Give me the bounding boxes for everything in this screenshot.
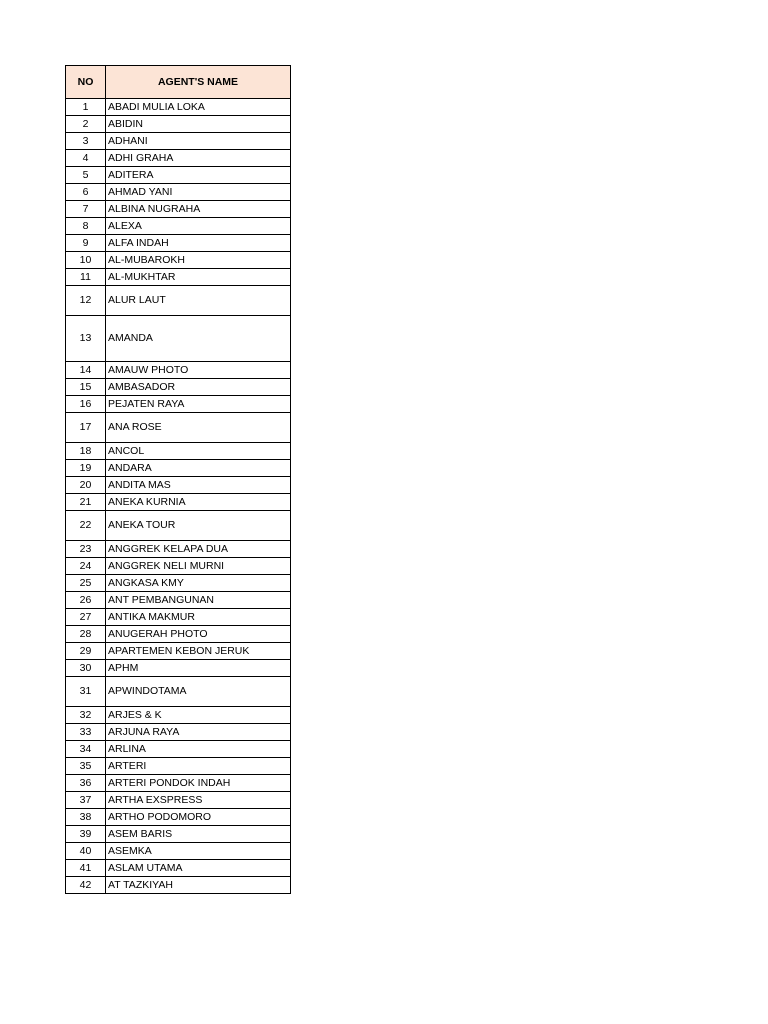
row-number: 41 <box>66 860 106 877</box>
table-row <box>66 575 291 592</box>
table-row <box>66 184 291 201</box>
row-number: 32 <box>66 707 106 724</box>
row-number: 12 <box>66 286 106 316</box>
table-row <box>66 758 291 775</box>
row-number: 13 <box>66 316 106 362</box>
row-number: 37 <box>66 792 106 809</box>
row-number: 10 <box>66 252 106 269</box>
row-number: 27 <box>66 609 106 626</box>
table-row <box>66 809 291 826</box>
row-number: 6 <box>66 184 106 201</box>
row-number: 5 <box>66 167 106 184</box>
agent-name: ANGGREK KELAPA DUA <box>106 541 291 558</box>
table-row <box>66 826 291 843</box>
table-row <box>66 741 291 758</box>
table-row <box>66 413 291 443</box>
agent-name: ASEM BARIS <box>106 826 291 843</box>
agent-name: APWINDOTAMA <box>106 677 291 707</box>
row-number: 38 <box>66 809 106 826</box>
agent-name: ANCOL <box>106 443 291 460</box>
agent-name: APARTEMEN KEBON JERUK <box>106 643 291 660</box>
table-row <box>66 235 291 252</box>
table-row <box>66 252 291 269</box>
table-row <box>66 626 291 643</box>
agent-name: AL-MUKHTAR <box>106 269 291 286</box>
row-number: 1 <box>66 99 106 116</box>
agent-name: ABADI MULIA LOKA <box>106 99 291 116</box>
agent-name: ADHI GRAHA <box>106 150 291 167</box>
agent-name: ANGGREK NELI MURNI <box>106 558 291 575</box>
agent-name: ADITERA <box>106 167 291 184</box>
table-row <box>66 511 291 541</box>
row-number: 4 <box>66 150 106 167</box>
agent-table <box>65 65 291 894</box>
row-number: 16 <box>66 396 106 413</box>
row-number: 22 <box>66 511 106 541</box>
agent-list-sheet <box>65 65 290 894</box>
row-number: 24 <box>66 558 106 575</box>
table-row <box>66 707 291 724</box>
agent-name: ANT PEMBANGUNAN <box>106 592 291 609</box>
table-row <box>66 724 291 741</box>
agent-name: ANEKA TOUR <box>106 511 291 541</box>
agent-name: ARTHO PODOMORO <box>106 809 291 826</box>
table-row <box>66 218 291 235</box>
row-number: 31 <box>66 677 106 707</box>
table-row <box>66 592 291 609</box>
row-number: 8 <box>66 218 106 235</box>
table-row <box>66 443 291 460</box>
row-number: 2 <box>66 116 106 133</box>
agent-name: AHMAD YANI <box>106 184 291 201</box>
row-number: 15 <box>66 379 106 396</box>
agent-name: PEJATEN RAYA <box>106 396 291 413</box>
row-number: 39 <box>66 826 106 843</box>
agent-name: ANGKASA KMY <box>106 575 291 592</box>
agent-name: APHM <box>106 660 291 677</box>
row-number: 7 <box>66 201 106 218</box>
table-row <box>66 643 291 660</box>
agent-name: AL-MUBAROKH <box>106 252 291 269</box>
row-number: 18 <box>66 443 106 460</box>
table-row <box>66 541 291 558</box>
header-agent-name: AGENT'S NAME <box>106 66 291 99</box>
row-number: 36 <box>66 775 106 792</box>
table-row <box>66 269 291 286</box>
table-row <box>66 116 291 133</box>
row-number: 34 <box>66 741 106 758</box>
row-number: 26 <box>66 592 106 609</box>
table-row <box>66 494 291 511</box>
agent-name: ANEKA KURNIA <box>106 494 291 511</box>
agent-name: ASEMKA <box>106 843 291 860</box>
table-row <box>66 99 291 116</box>
row-number: 30 <box>66 660 106 677</box>
agent-name: ALBINA NUGRAHA <box>106 201 291 218</box>
row-number: 35 <box>66 758 106 775</box>
row-number: 42 <box>66 877 106 894</box>
row-number: 25 <box>66 575 106 592</box>
table-row <box>66 775 291 792</box>
agent-name: ANUGERAH PHOTO <box>106 626 291 643</box>
agent-name: ALEXA <box>106 218 291 235</box>
table-row <box>66 609 291 626</box>
agent-name: ALFA INDAH <box>106 235 291 252</box>
row-number: 17 <box>66 413 106 443</box>
row-number: 14 <box>66 362 106 379</box>
table-row <box>66 362 291 379</box>
agent-name: ARTERI <box>106 758 291 775</box>
row-number: 40 <box>66 843 106 860</box>
table-row <box>66 286 291 316</box>
table-row <box>66 860 291 877</box>
row-number: 20 <box>66 477 106 494</box>
agent-name: AMAUW PHOTO <box>106 362 291 379</box>
row-number: 9 <box>66 235 106 252</box>
agent-name: ABIDIN <box>106 116 291 133</box>
agent-name: ASLAM UTAMA <box>106 860 291 877</box>
table-row <box>66 677 291 707</box>
agent-name: ANDITA MAS <box>106 477 291 494</box>
row-number: 11 <box>66 269 106 286</box>
table-row <box>66 460 291 477</box>
agent-name: ARJES & K <box>106 707 291 724</box>
header-no: NO <box>66 66 106 99</box>
agent-name: AMBASADOR <box>106 379 291 396</box>
table-row <box>66 477 291 494</box>
table-row <box>66 877 291 894</box>
table-row <box>66 843 291 860</box>
table-row <box>66 133 291 150</box>
agent-name: ADHANI <box>106 133 291 150</box>
row-number: 29 <box>66 643 106 660</box>
agent-name: AMANDA <box>106 316 291 362</box>
agent-name: ARLINA <box>106 741 291 758</box>
table-row <box>66 396 291 413</box>
row-number: 33 <box>66 724 106 741</box>
table-row <box>66 792 291 809</box>
agent-name: ARTHA EXSPRESS <box>106 792 291 809</box>
agent-name: ANDARA <box>106 460 291 477</box>
table-row <box>66 201 291 218</box>
row-number: 23 <box>66 541 106 558</box>
row-number: 3 <box>66 133 106 150</box>
agent-name: ARJUNA RAYA <box>106 724 291 741</box>
header-row <box>66 66 291 99</box>
row-number: 28 <box>66 626 106 643</box>
agent-name: ALUR LAUT <box>106 286 291 316</box>
agent-name: ANA ROSE <box>106 413 291 443</box>
table-row <box>66 660 291 677</box>
table-row <box>66 150 291 167</box>
agent-name: AT TAZKIYAH <box>106 877 291 894</box>
row-number: 19 <box>66 460 106 477</box>
table-row <box>66 558 291 575</box>
table-row <box>66 316 291 362</box>
table-row <box>66 379 291 396</box>
agent-name: ARTERI PONDOK INDAH <box>106 775 291 792</box>
table-row <box>66 167 291 184</box>
agent-name: ANTIKA MAKMUR <box>106 609 291 626</box>
row-number: 21 <box>66 494 106 511</box>
